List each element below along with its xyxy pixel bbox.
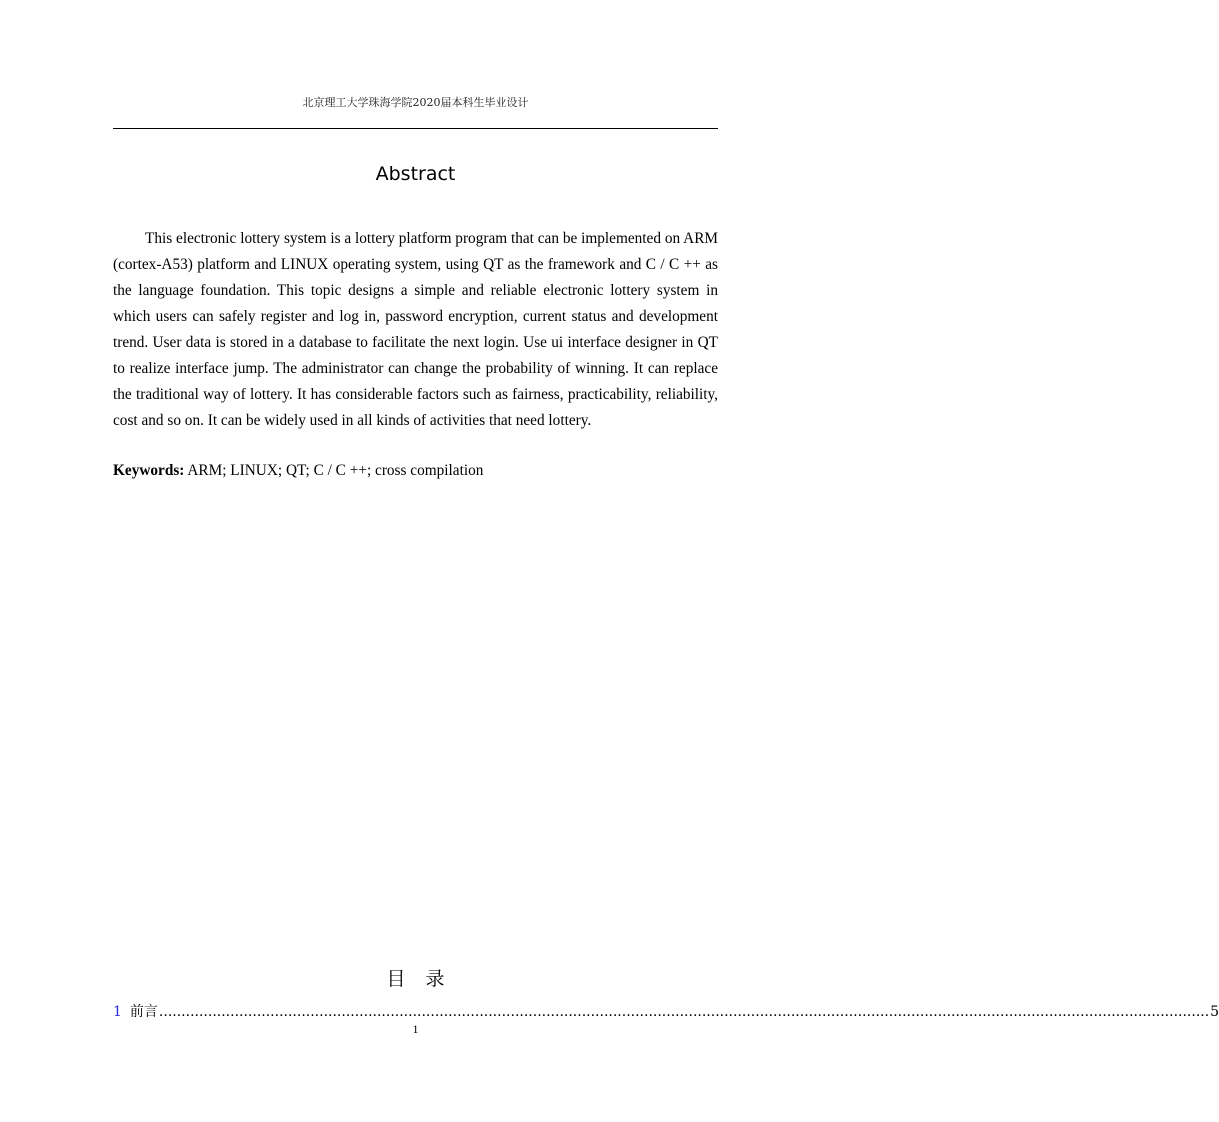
abstract-body: This electronic lottery system is a lottery platform program that can be implemented on ARM (cortex-A53) platform and LINUX operating system, using QT as the framework and C / C ++ as the language foundation. This topic designs a simple and reliable electronic lottery system in which users can safely register and log in, password encryption, current status and development trend. User data is stored in a database to facilitate the next login. Use ui interface designer in QT to realize interface jump. The administrator can change the probability of winning. It can replace the traditional way of lottery. It has considerable factors such as fairness, practicability, reliability, cost and so on. It can be widely used in all kinds of activities that need lottery.: [113, 230, 718, 429]
abstract-title: Abstract: [375, 163, 456, 185]
page-number: 1: [412, 1022, 419, 1036]
header-rule: [113, 128, 718, 129]
toc-leader-dots: ............................................................................................................................................................................................................................................: [158, 1004, 1210, 1020]
toc-entry-text[interactable]: 前言: [129, 1004, 158, 1020]
toc-title: 目录: [386, 968, 465, 990]
running-header: 北京理工大学珠海学院2020届本科生毕业设计: [302, 96, 529, 109]
keywords-label: Keywords:: [113, 462, 185, 479]
toc-entry[interactable]: [113, 1002, 1219, 1022]
toc-entry-number[interactable]: 1: [113, 1004, 122, 1020]
keywords-text: ARM; LINUX; QT; C / C ++; cross compilation: [187, 462, 484, 479]
toc-entry-page[interactable]: 5: [1210, 1004, 1219, 1020]
keywords-line: [113, 458, 718, 484]
